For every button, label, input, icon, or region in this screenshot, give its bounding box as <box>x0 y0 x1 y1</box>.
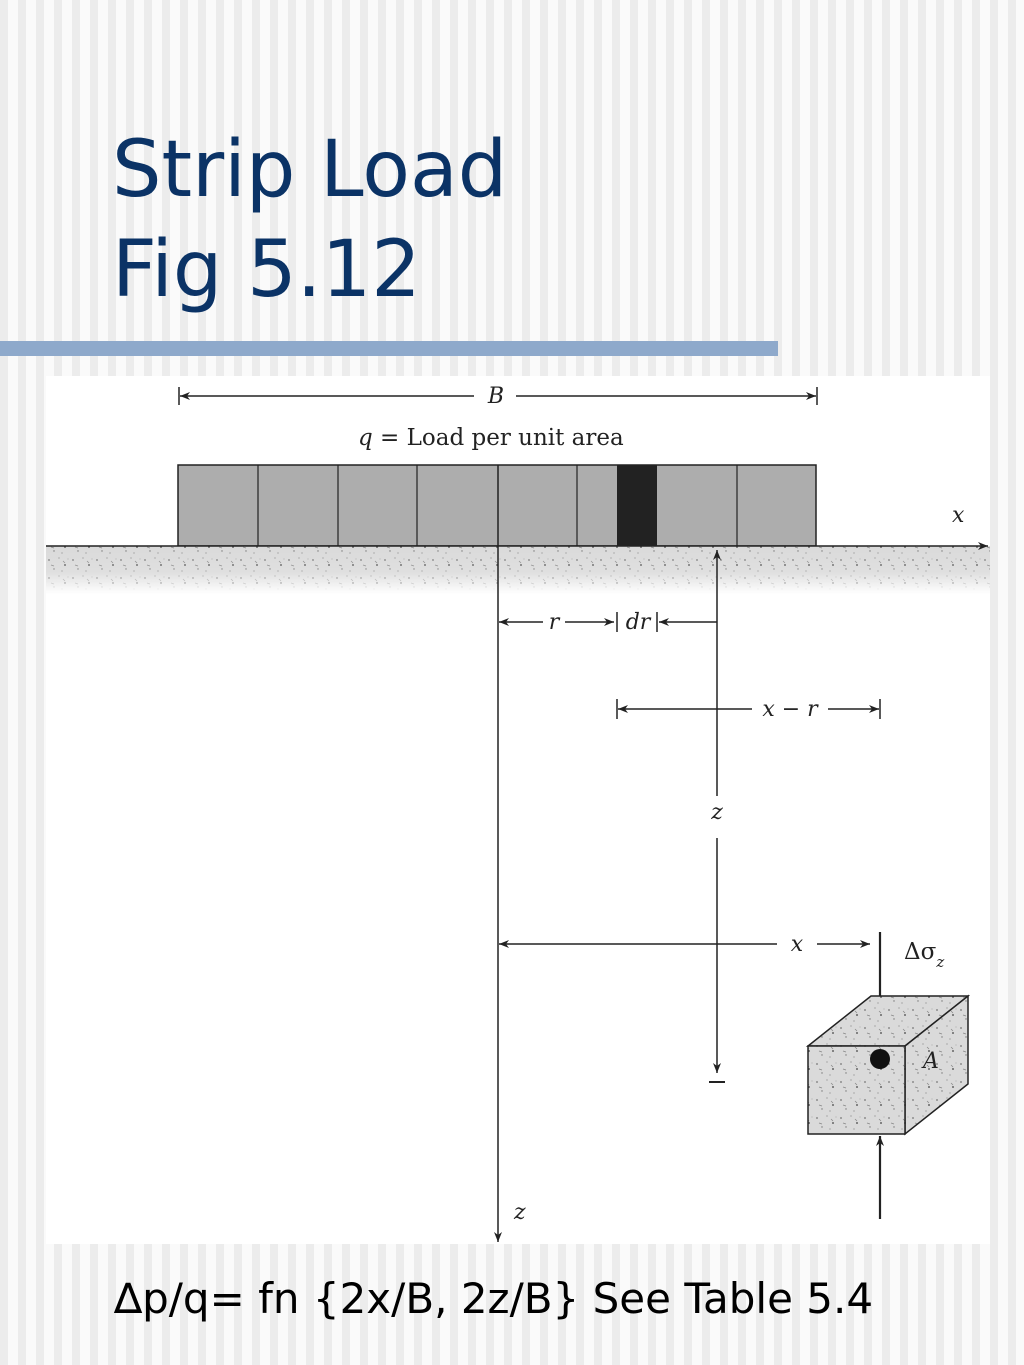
dimension-B <box>179 384 817 409</box>
label-q-load <box>358 425 624 451</box>
label-z-dimension: z <box>711 800 723 825</box>
dimension-x <box>499 932 870 957</box>
label-A: A <box>923 1049 939 1074</box>
title-divider <box>0 341 778 356</box>
dimension-x-minus-r <box>617 697 880 722</box>
title-line-2: Fig 5.12 <box>112 225 421 315</box>
formula-caption: ∆p/q= fn {2x/B, 2z/B} See Table 5.4 <box>114 1274 874 1323</box>
label-x-dimension: x <box>790 932 804 957</box>
soil-fade <box>46 546 990 594</box>
strip-load-figure <box>46 376 990 1244</box>
dimension-z <box>709 550 725 1082</box>
label-r: r <box>548 610 560 635</box>
label-dr: dr <box>625 610 651 635</box>
cube-front-face <box>808 1046 905 1134</box>
label-x-minus-r: x − r <box>762 697 818 722</box>
soil-element-cube <box>808 996 968 1134</box>
title-line-1: Strip Load <box>112 125 508 215</box>
load-block <box>178 465 816 546</box>
load-element-dr <box>617 465 657 546</box>
slide-title <box>112 120 507 320</box>
label-q-symbol: q <box>358 425 373 451</box>
dimension-r-dr <box>499 610 717 635</box>
strip-load-diagram <box>46 376 990 1244</box>
point-A-marker <box>870 1049 890 1069</box>
label-delta-sigma-main: Δσ <box>904 939 937 965</box>
label-delta-sigma-sub: z <box>936 953 945 971</box>
label-delta-sigma <box>904 939 944 971</box>
label-x-axis: x <box>952 503 965 528</box>
label-q-text: = Load per unit area <box>372 425 624 451</box>
label-B: B <box>487 384 505 409</box>
load-strip <box>178 465 816 546</box>
label-z-axis: z <box>514 1200 526 1225</box>
